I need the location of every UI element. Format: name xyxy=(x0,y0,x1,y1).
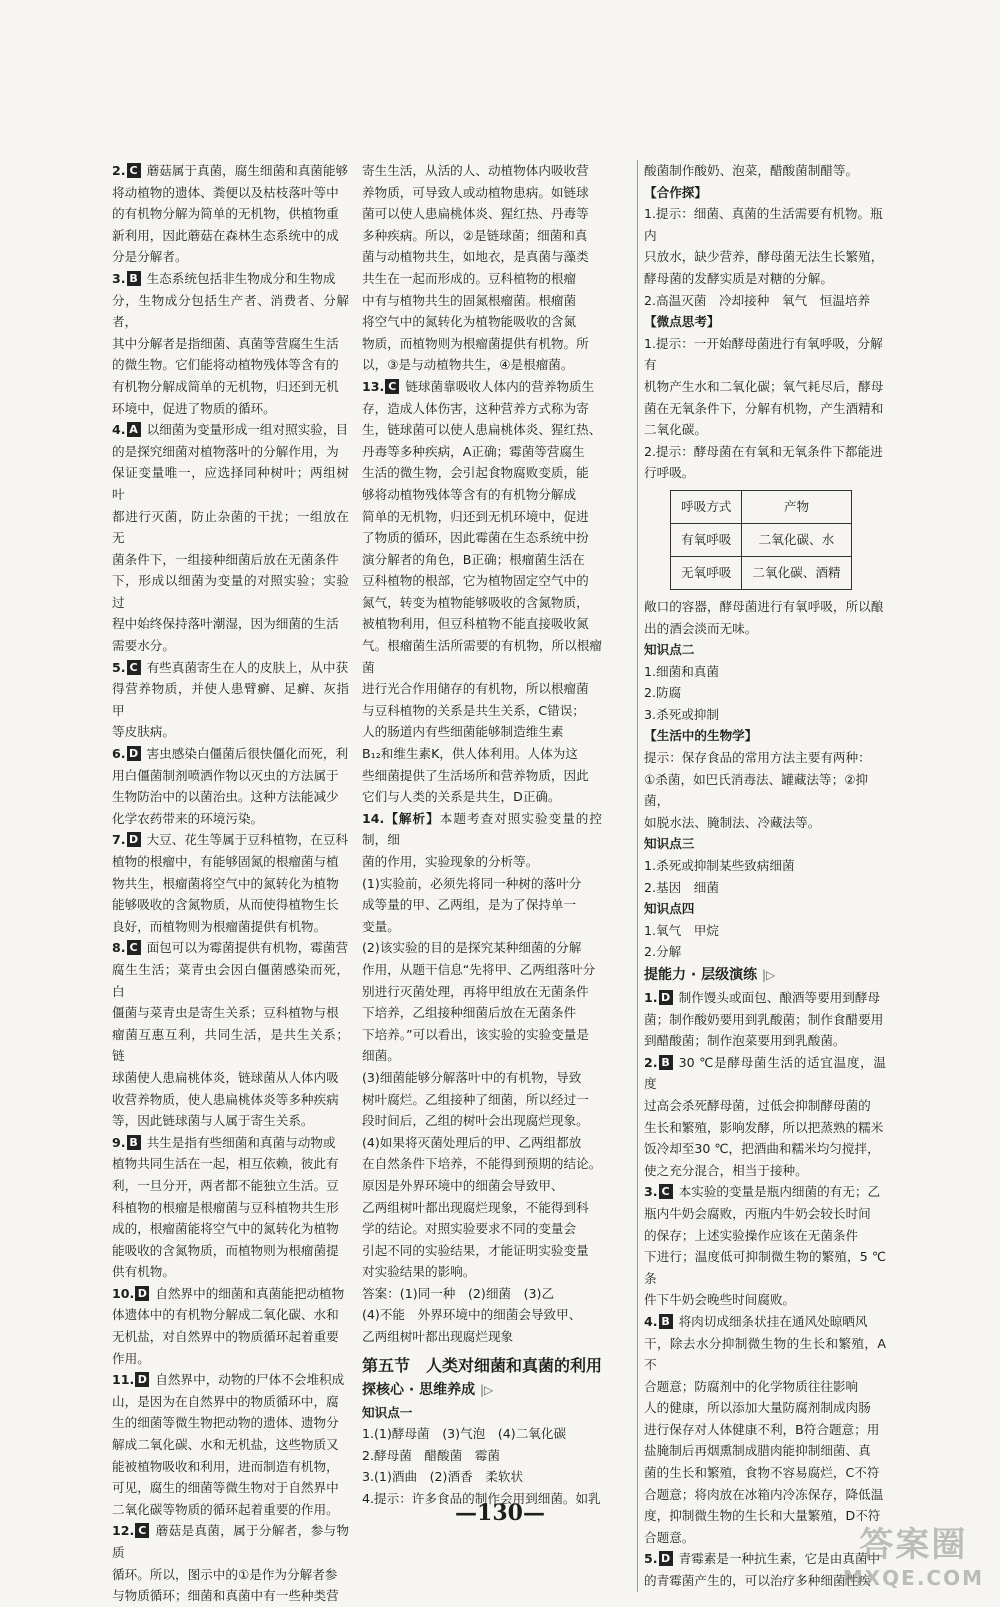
item-number: 6. xyxy=(112,746,126,762)
item-number: 2. xyxy=(112,163,126,178)
item-number: 7. xyxy=(112,832,126,848)
item-line: 13. C 链球菌靠吸收人体内的营养物质生 xyxy=(362,378,595,394)
q-item xyxy=(112,1283,349,1369)
text-line: 机物产生水和二氧化碳；氧气耗尽后，酵母 xyxy=(644,378,884,394)
item-line: 11. D 自然界中，动物的尸体不会堆积成 xyxy=(112,1372,345,1388)
hezuo-lines xyxy=(644,203,886,311)
item-line: 变量。 xyxy=(362,918,400,934)
text-line: 酸菌制作酸奶、泡菜，醋酸菌制醋等。 xyxy=(644,163,859,178)
item-line: 生物防治中的以菌治虫。这种方法能减少 xyxy=(112,789,339,805)
answer-badge: C xyxy=(135,1523,149,1538)
text-line: 1.氧气 甲烷 xyxy=(644,922,719,938)
item-line: 分是分解者。 xyxy=(112,249,188,265)
table-cell: 无氧呼吸 xyxy=(671,556,742,589)
item-line: 与物质循环；细菌和真菌中有一些种类营 xyxy=(112,1588,339,1604)
item-line: 生长和繁殖，影响发酵，所以把蒸熟的糯米 xyxy=(644,1119,884,1135)
item-line: 中有与植物共生的固氮根瘤菌。根瘤菌 xyxy=(362,292,577,308)
item-number: 3. xyxy=(644,1184,658,1200)
shenghuo-lines xyxy=(644,747,886,833)
watermark-top: 答案圈 xyxy=(859,1525,968,1565)
item-line: 菌条件下，一组接种细菌后放在无菌条件 xyxy=(112,551,339,567)
item-line: 对实验结果的影响。 xyxy=(362,1264,476,1280)
item-line: (4)不能 外界环境中的细菌会导致甲、 xyxy=(362,1307,582,1323)
item-line: (3)细菌能够分解落叶中的有机物，导致 xyxy=(362,1069,582,1085)
knowledge-point-4: 知识点四 xyxy=(644,901,695,917)
q-item xyxy=(112,743,349,829)
item-line: 氮气，转变为植物能够吸收的含氮物质， xyxy=(362,594,589,610)
item-line: 程中始终保持落叶潮湿，因为细菌的生活 xyxy=(112,616,339,632)
item-line: 3. C 本实验的变量是瓶内细菌的有无；乙 xyxy=(644,1184,881,1200)
item-line: 的有机物分解为简单的无机物，供植物重 xyxy=(112,206,339,222)
item-number: 12. xyxy=(112,1523,135,1539)
item-line: 14.【解析】本题考查对照实验变量的控制，细 xyxy=(362,810,603,848)
item-line: 气。根瘤菌生活所需要的有机物，所以根瘤菌 xyxy=(362,638,602,675)
item-line: 到醋酸菌；制作泡菜要用到乳酸菌。 xyxy=(644,1033,846,1049)
item-line: 体遗体中的有机物分解成二氧化碳、水和 xyxy=(112,1307,339,1323)
item-line: 以，③是与动植物共生，④是根瘤菌。 xyxy=(362,357,574,373)
item-line: 下，形成以细菌为变量的对照实验；实验过 xyxy=(112,573,349,610)
item-line: 循环。所以，图示中的①是作为分解者参 xyxy=(112,1566,338,1582)
item-line: 人的健康，所以添加大量防腐剂制成肉肠 xyxy=(644,1400,871,1416)
q-item xyxy=(112,1520,349,1606)
section-title: 第五节 人类对细菌和真菌的利用 xyxy=(362,1355,603,1375)
item-line: 供有机物。 xyxy=(112,1264,175,1280)
item-line: 将动植物的遗体、粪便以及枯枝落叶等中 xyxy=(112,184,339,200)
text-line: 1.细菌和真菌 xyxy=(644,663,719,679)
answer-badge: C xyxy=(385,379,399,394)
knowledge-point-2: 知识点二 xyxy=(644,642,695,658)
item-line: 下培养，乙组接种细菌后放在无菌条件 xyxy=(362,1005,577,1021)
text-line: 菌在无氧条件下，分解有机物，产生酒精和 xyxy=(644,400,884,416)
item-line: 7. D 大豆、花生等属于豆科植物，在豆科 xyxy=(112,832,349,848)
item-line: 分，生物成分包括生产者、消费者、分解者， xyxy=(112,292,349,330)
item-line: 度，抑制微生物的生长和大量繁殖，D不符 xyxy=(644,1508,881,1524)
item-line: 二氧化碳等物质的循环起着重要的作用。 xyxy=(112,1501,339,1517)
item-line: 等，因此链球菌与人属于寄生关系。 xyxy=(112,1113,314,1129)
item-line: 可见，腐生的细菌等微生物对于自然界中 xyxy=(112,1480,339,1496)
item-line: 良好，而植物则为根瘤菌提供有机物。 xyxy=(112,918,327,934)
text-line: 2.分解 xyxy=(644,944,682,960)
section-lines xyxy=(362,1423,602,1509)
kp2-lines xyxy=(644,661,886,726)
level-practice-text: 提能力 · 层级演练 xyxy=(644,967,758,983)
item-line: 利，一旦分开，两者都不能独立生活。豆 xyxy=(112,1177,339,1193)
item-line: 其中分解者是指细菌、真菌等营腐生生活 xyxy=(112,335,339,351)
item-number: 2. xyxy=(644,1054,658,1070)
item-line: 进行保存对人体健康不利，B符合题意；用 xyxy=(644,1421,880,1437)
item-line: 作用。 xyxy=(112,1350,150,1366)
item-line: 别进行灭菌处理，再将甲组放在无菌条件 xyxy=(362,983,589,999)
text-line: 2.酵母菌 醋酸菌 霉菌 xyxy=(362,1447,500,1463)
text-line: 提示：保存食品的常用方法主要有两种： xyxy=(644,750,871,766)
item-line: 段时间后，乙组的树叶会出现腐烂现象。 xyxy=(362,1113,589,1129)
item-line: 6. D 害虫感染白僵菌后很快僵化而死，利 xyxy=(112,746,349,762)
watermark-logo xyxy=(843,1517,984,1590)
item-line: 瘤菌互惠互利，共同生活，是共生关系；链 xyxy=(112,1026,349,1064)
item-line: 用白僵菌制剂喷洒作物以灭虫的方法属于 xyxy=(112,767,339,783)
text-line: 只放水，缺少营养，酵母菌无法生长繁殖， xyxy=(644,249,884,265)
item-line: 能够吸收的含氮物质，从而使得植物生长 xyxy=(112,897,339,913)
item-line: 僵菌与菜青虫是寄生关系；豆科植物与根 xyxy=(112,1005,339,1021)
text-line: 酵母菌的发酵实质是对糖的分解。 xyxy=(644,270,833,286)
text-line: 2.防腐 xyxy=(644,685,682,701)
item-line: 合题意；防腐剂中的化学物质往往影响 xyxy=(644,1378,859,1394)
item-line: 乙两组树叶都出现腐烂现象 xyxy=(362,1329,514,1345)
item-number: 4. xyxy=(644,1313,658,1329)
item-line: 新利用，因此蘑菇在森林生态系统中的成 xyxy=(112,227,339,243)
weidian-lines xyxy=(644,333,886,484)
item-line: 需要水分。 xyxy=(112,638,175,654)
section-subtitle-text: 探核心 · 思维养成 xyxy=(362,1381,476,1398)
item-line: 的是探究细菌对植物落叶的分解作用，为 xyxy=(112,443,339,459)
item-line: 在自然条件下培养，不能得到预期的结论。 xyxy=(362,1156,602,1172)
item-line: 5. D 青霉素是一种抗生素，它是由真菌中 xyxy=(644,1551,881,1567)
item-line: 生，链球菌可以使人患扁桃体炎、猩红热、 xyxy=(362,422,602,438)
text-line: 1.提示：一开始酵母菌进行有氧呼吸，分解有 xyxy=(644,335,883,373)
item-line: 等皮肤病。 xyxy=(112,724,175,740)
column-left xyxy=(112,160,349,1607)
item-line: 植物的根瘤中，有能够固氮的根瘤菌与植 xyxy=(112,854,339,869)
item-line: 件下牛奶会晚些时间腐败。 xyxy=(644,1292,796,1308)
item-line: 过高会杀死酵母菌，过低会抑制酵母菌的 xyxy=(644,1097,871,1113)
item-line: 得营养物质，并使人患臂癣、足癣、灰指甲 xyxy=(112,681,349,718)
answer-badge: C xyxy=(127,940,141,955)
item-line: 都进行灭菌，防止杂菌的干扰；一组放在无 xyxy=(112,508,349,546)
item-line: 的微生物。它们能将动植物残体等含有的 xyxy=(112,357,339,373)
text-line: 2.提示：酵母菌在有氧和无氧条件下都能进 xyxy=(644,443,883,459)
practice-item xyxy=(644,1052,886,1182)
item-line: 将空气中的氮转化为植物能吸收的含氮 xyxy=(362,314,577,330)
item-line: 下培养。”可以看出，该实验的实验变量是 xyxy=(362,1026,589,1042)
item-line: 物共生，根瘤菌将空气中的氮转化为植物 xyxy=(112,875,339,891)
item-line: 的青霉菌产生的，可以治疗多种细菌性疾 xyxy=(644,1573,871,1589)
item-line: 8. C 面包可以为霉菌提供有机物，霉菌营 xyxy=(112,940,349,956)
text-line: 2.高温灭菌 冷却接种 氧气 恒温培养 xyxy=(644,292,871,308)
item-line: 2. B 30 ℃是酵母菌生活的适宜温度，温度 xyxy=(644,1054,886,1092)
answer-badge: C xyxy=(127,163,141,178)
item-number: 3. xyxy=(112,270,126,286)
item-line: 使之充分混合，相当于接种。 xyxy=(644,1162,808,1178)
after-table-lines xyxy=(644,596,886,639)
item-number: 5. xyxy=(112,659,126,675)
knowledge-point-3: 知识点三 xyxy=(644,836,695,852)
item-number: 4. xyxy=(112,422,126,438)
item-number: 5. xyxy=(644,1551,658,1567)
item-line: 菌与动植物共生，如地衣，是真菌与藻类 xyxy=(362,249,589,265)
item-number: 13. xyxy=(362,378,385,394)
item-line: 4. B 将肉切成细条状挂在通风处晾晒风 xyxy=(644,1313,868,1329)
table-cell: 有氧呼吸 xyxy=(671,523,742,556)
item-line: 下进行；温度低可抑制微生物的繁殖，5 ℃条 xyxy=(644,1249,886,1286)
column-middle-items xyxy=(362,160,602,1348)
shenghuo-heading: 【生活中的生物学】 xyxy=(644,728,758,744)
text-line: 3.杀死或抑制 xyxy=(644,706,719,722)
item-line: 存，造成人体伤害，这种营养方式称为寄 xyxy=(362,400,589,416)
item-line: 物质，而植物则为根瘤菌提供有机物。所 xyxy=(362,335,589,351)
q-item xyxy=(112,419,349,657)
column-right xyxy=(637,160,886,1592)
table-cell: 呼吸方式 xyxy=(671,490,742,523)
answer-badge: D xyxy=(127,832,141,847)
table-cell: 二氧化碳、酒精 xyxy=(742,556,851,589)
q-item xyxy=(112,1369,349,1520)
item-line: 1. D 制作馒头或面包、酿酒等要用到酵母 xyxy=(644,990,881,1005)
item-line: 能被植物吸收和利用，进而制造有机物， xyxy=(112,1458,339,1474)
answer-badge: D xyxy=(127,746,141,761)
weidian-heading: 【微点思考】 xyxy=(644,314,720,330)
item-line: 多种疾病。所以，②是链球菌；细菌和真 xyxy=(362,227,588,243)
answer-badge: C xyxy=(659,1184,673,1199)
kp4-lines xyxy=(644,920,886,963)
text-line: 2.基因 细菌 xyxy=(644,879,719,895)
item-number: 9. xyxy=(112,1134,126,1150)
item-line: 养物质，可导致人或动植物患病。如链球 xyxy=(362,184,589,200)
item-line: 瓶内牛奶会腐败，丙瓶内牛奶会较长时间 xyxy=(644,1205,871,1221)
item-line: 2. C 蘑菇属于真菌，腐生细菌和真菌能够 xyxy=(112,163,349,178)
item-line: 收营养物质，使人患扁桃体炎等多种疾病 xyxy=(112,1091,339,1107)
item-line: 了物质的循环，因此霉菌在生态系统中扮 xyxy=(362,530,589,546)
q-item xyxy=(112,937,349,1131)
item-line: 共生在一起而形成的。豆科植物的根瘤 xyxy=(362,270,577,286)
answer-badge: B xyxy=(127,271,141,286)
right-top-lines xyxy=(644,160,886,182)
q-item xyxy=(112,1132,349,1283)
item-line: 演分解者的角色，B正确；根瘤菌生活在 xyxy=(362,551,585,567)
q-item xyxy=(112,657,349,743)
text-line: 敞口的容器，酵母菌进行有氧呼吸，所以酿 xyxy=(644,598,884,614)
item-number: 1. xyxy=(644,990,658,1005)
hezuo-heading: 【合作探】 xyxy=(644,184,707,200)
table-row xyxy=(671,556,852,589)
item-line: 乙两组树叶都出现腐烂现象，不能得到科 xyxy=(362,1199,589,1215)
item-line: 10. D 自然界中的细菌和真菌能把动植物 xyxy=(112,1285,345,1301)
text-line: 1.提示：细菌、真菌的生活需要有机物。瓶内 xyxy=(644,206,883,243)
text-line: 1.杀死或抑制某些致病细菌 xyxy=(644,858,795,874)
table-row xyxy=(671,523,852,556)
answer-badge: D xyxy=(135,1286,149,1301)
item-line: 答案：(1)同一种 (2)细菌 (3)乙 xyxy=(362,1285,555,1301)
item-line: 菌可以使人患扁桃体炎、猩红热、丹毒等 xyxy=(362,206,589,222)
item-line: 豆科植物的根部，它为植物固定空气中的 xyxy=(362,573,589,589)
item-line: 引起不同的实验结果，才能证明实验变量 xyxy=(362,1242,589,1258)
q-item xyxy=(112,268,349,419)
watermark-bottom: MXQE.COM xyxy=(842,1566,984,1590)
answer-badge: B xyxy=(659,1314,673,1329)
text-line: 二氧化碳。 xyxy=(644,422,707,438)
q-item xyxy=(362,160,602,376)
item-line: 3. B 生态系统包括非生物成分和生物成 xyxy=(112,270,336,286)
q-item xyxy=(362,376,602,808)
item-line: 作用，从题干信息“先将甲、乙两组落叶分 xyxy=(362,961,596,977)
item-line: 盐腌制后再烟熏制成腊肉能抑制细菌、真 xyxy=(644,1443,871,1459)
item-line: 腐生生活；菜青虫会因白僵菌感染而死，白 xyxy=(112,961,349,999)
item-number: 10. xyxy=(112,1285,135,1301)
knowledge-point-1: 知识点一 xyxy=(362,1404,413,1420)
answer-badge: C xyxy=(127,660,141,675)
answer-badge: D xyxy=(659,1551,673,1566)
level-practice-title xyxy=(644,963,886,987)
item-line: 简单的无机物，归还到无机环境中，促进 xyxy=(362,508,589,524)
page-number: —130— xyxy=(455,1500,545,1526)
item-line: 它们与人类的关系是共生，D正确。 xyxy=(362,789,561,805)
item-line: 人的肠道内有些细菌能够制造维生素 xyxy=(362,724,564,740)
triangle-arrow-icon: |▷ xyxy=(761,968,776,982)
answer-badge: B xyxy=(659,1055,673,1070)
q-item xyxy=(362,808,602,1348)
item-line: 树叶腐烂。乙组接种了细菌，所以经过一 xyxy=(362,1091,589,1107)
item-line: 成的，根瘤菌能将空气中的氮转化为植物 xyxy=(112,1221,339,1237)
answer-badge: A xyxy=(127,422,141,437)
table-row xyxy=(671,490,852,523)
item-line: 植物共同生活在一起，相互依赖，彼此有 xyxy=(112,1156,339,1172)
section-subtitle xyxy=(362,1378,602,1402)
item-line: 学的结论。对照实验要求不同的变量会 xyxy=(362,1221,577,1237)
item-line: 丹毒等多种疾病，A正确；霉菌等营腐生 xyxy=(362,443,585,459)
item-line: 无机盐，对自然界中的物质循环起着重要 xyxy=(112,1329,339,1345)
item-line: 菌的生长和繁殖，食物不容易腐烂，C不符 xyxy=(644,1465,880,1481)
item-line: 被植物利用，但豆科植物不能直接吸收氮 xyxy=(362,616,589,632)
item-line: 保证变量唯一，应选择同种树叶；两组树叶 xyxy=(112,465,349,502)
item-number: 8. xyxy=(112,940,126,956)
item-line: 能吸收的含氮物质，而植物则为根瘤菌提 xyxy=(112,1242,339,1258)
item-number: 14. xyxy=(362,810,385,826)
text-line: 出的酒会淡而无味。 xyxy=(644,620,758,636)
analysis-label: 【解析】 xyxy=(384,810,440,826)
answer-badge: B xyxy=(127,1135,141,1150)
item-line: 菌；制作酸奶要用到乳酸菌；制作食醋要用 xyxy=(644,1011,884,1027)
item-line: 进行光合作用储存的有机物，所以根瘤菌 xyxy=(362,681,589,697)
item-line: 够将动植物残体等含有的有机物分解成 xyxy=(362,486,577,502)
text-line: 3.(1)酒曲 (2)酒香 柔软状 xyxy=(362,1469,524,1485)
text-line: 如脱水法、腌制法、冷藏法等。 xyxy=(644,814,821,830)
item-line: 生活的微生物，会引起食物腐败变质，能 xyxy=(362,465,589,481)
item-line: 5. C 有些真菌寄生在人的皮肤上，从中获 xyxy=(112,659,349,675)
item-line: 细菌。 xyxy=(362,1048,400,1064)
q-item xyxy=(112,160,349,268)
item-line: 寄生生活，从活的人、动植物体内吸收营 xyxy=(362,163,589,178)
item-line: (4)如果将灭菌处理后的甲、乙两组都放 xyxy=(362,1134,582,1150)
kp3-lines xyxy=(644,855,886,898)
item-line: 干，除去水分抑制微生物的生长和繁殖，A不 xyxy=(644,1335,886,1373)
practice-item xyxy=(644,987,886,1052)
item-line: 些细菌提供了生活场所和营养物质，因此 xyxy=(362,767,589,783)
q-item xyxy=(112,829,349,937)
table-cell: 二氧化碳、水 xyxy=(742,523,851,556)
item-line: 有机物分解成简单的无机物，归还到无机 xyxy=(112,378,339,394)
item-line: 球菌使人患扁桃体炎，链球菌从人体内吸 xyxy=(112,1069,339,1085)
item-line: 与豆科植物的关系是共生关系，C错误； xyxy=(362,702,585,718)
item-line: 原因是外界环境中的细菌会导致甲、 xyxy=(362,1177,564,1193)
item-line: 合题意；将肉放在冰箱内冷冻保存，降低温 xyxy=(644,1486,884,1502)
item-line: 4. A 以细菌为变量形成一组对照实验，目 xyxy=(112,422,349,438)
item-line: 9. B 共生是指有些细菌和真菌与动物或 xyxy=(112,1134,336,1150)
item-line: (1)实验前，必须先将同一种树的落叶分 xyxy=(362,875,582,891)
item-line: 的保存；上述实验操作应该在无菌条件 xyxy=(644,1227,859,1243)
item-line: 菌的作用，实验现象的分析等。 xyxy=(362,854,539,869)
text-line: 行呼吸。 xyxy=(644,465,695,481)
item-line: 合题意。 xyxy=(644,1529,695,1545)
item-line: 成等量的甲、乙两组，是为了保持单一 xyxy=(362,897,577,913)
answer-badge: D xyxy=(659,990,673,1005)
text-line: 4.提示：许多食品的制作会用到细菌。如乳 xyxy=(362,1491,601,1507)
practice-item xyxy=(644,1181,886,1311)
table-cell: 产物 xyxy=(742,490,851,523)
text-line: ①杀菌，如巴氏消毒法、罐藏法等；②抑菌， xyxy=(644,771,869,809)
answer-badge: D xyxy=(135,1372,149,1387)
item-line: 12. C 蘑菇是真菌，属于分解者，参与物质 xyxy=(112,1523,349,1560)
item-line: B₁₂和维生素K，供人体利用。人体为这 xyxy=(362,746,578,762)
item-line: 解成二氧化碳、水和无机盐，这些物质又 xyxy=(112,1437,339,1453)
respiration-table xyxy=(670,490,852,590)
item-line: (2)该实验的目的是探究某种细菌的分解 xyxy=(362,940,582,956)
column-middle xyxy=(362,160,602,1510)
item-line: 生的细菌等微生物把动物的遗体、遗物分 xyxy=(112,1415,339,1431)
item-line: 环境中，促进了物质的循环。 xyxy=(112,400,276,416)
item-line: 饭冷却至30 ℃，把酒曲和糯米均匀搅拌， xyxy=(644,1141,880,1157)
triangle-arrow-icon: |▷ xyxy=(479,1382,494,1397)
item-line: 化学农药带来的环境污染。 xyxy=(112,810,264,826)
item-number: 11. xyxy=(112,1372,135,1388)
item-line: 山，是因为在自然界中的物质循环中，腐 xyxy=(112,1393,339,1409)
item-line: 科植物的根瘤是根瘤菌与豆科植物共生形 xyxy=(112,1199,339,1215)
text-line: 1.(1)酵母菌 (3)气泡 (4)二氧化碳 xyxy=(362,1426,567,1442)
